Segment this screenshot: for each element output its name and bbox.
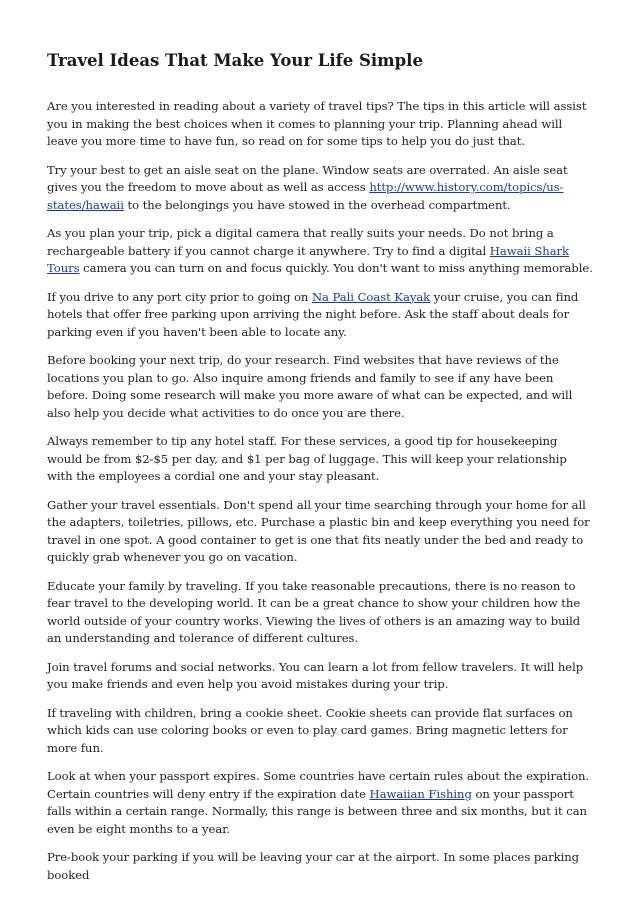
paragraph-text: Look at when your passport expires. Some countries have certain rules about the expiration. Certain countries will deny entry if the expiration date [47,769,590,801]
paragraph-text: your cruise, you can find hotels that offer free parking upon arriving the night before. Ask the staff about deals for parking even if you haven't been able to locate any. [47,289,579,339]
hawaiian-fishing-link[interactable]: Hawaiian Fishing [369,786,472,801]
hawaii-shark-tours-link[interactable]: Hawaii Shark Tours [47,243,570,275]
na-pali-coast-kayak-link[interactable]: Na Pali Coast Kayak [311,289,431,304]
paragraph [47,578,595,648]
document-title: Travel Ideas That Make Your Life Simple [47,51,423,70]
paragraph-text: on your passport falls within a certain range. Normally, this range is between three and six months, but it can even be eight months to a year. [47,786,587,836]
paragraph-text: Try your best to get an aisle seat on the plane. Window seats are overrated. An aisle seat gives you the freedom to move about as well as access [47,162,568,194]
paragraph [47,225,595,278]
paragraph-text: Join travel forums and social networks. You can learn a lot from fellow travelers. It will help you make friends and even help you avoid mistakes during your trip. [47,659,584,691]
paragraph-text: As you plan your trip, pick a digital camera that really suits your needs. Do not bring a rechargeable battery if you cannot charge it anywhere. Try to find a digital [47,226,554,258]
paragraph-text: to the belongings you have stowed in the overhead compartment. [123,197,511,212]
paragraph-text: Gather your travel essentials. Don't spend all your time searching through your home for all the adapters, toiletries, pillows, etc. Purchase a plastic bin and keep everything you need for travel in one spot. A good container to get is one that fits neatly under the bed and ready to quickly grab whenever you go on vacation. [47,497,590,564]
paragraph [47,98,595,151]
document-page [47,50,595,895]
paragraph [47,352,595,422]
paragraph-text: Always remember to tip any hotel staff. For these services, a good tip for housekeeping would be from $2-$5 per day, and $1 per bag of luggage. This will keep your relationship with the employees a cordial one and your stay pleasant. [47,434,567,483]
paragraph [47,659,595,694]
history-hawaii-link[interactable]: http://www.history.com/topics/us-states/hawaii [47,180,564,212]
paragraph-text: Are you interested in reading about a variety of travel tips? The tips in this article will assist you in making the best choices when it comes to planning your trip. Planning ahead will leave you more time to have fun, so read on for some tips to help you do just that. [47,99,587,148]
paragraph-text: Educate your family by traveling. If you take reasonable precautions, there is no reason to fear travel to the developing world. It can be a great chance to show your children how the world outside of your country works. Viewing the lives of others is an amazing way to build an understanding and tolerance of different cultures. [47,578,581,645]
paragraph [47,768,595,838]
paragraph-text: If traveling with children, bring a cookie sheet. Cookie sheets can provide flat surfaces on which kids can use coloring books or even to play card games. Bring magnetic letters for more fun. [47,705,573,755]
paragraph [47,849,595,884]
paragraph [47,497,595,567]
paragraph-text: Pre-book your parking if you will be leaving your car at the airport. In some places parking booked [47,850,580,882]
paragraph-text: camera you can turn on and focus quickly. You don't want to miss anything memorable. [79,261,593,275]
paragraph [47,289,595,342]
paragraph-text: If you drive to any port city prior to going on [47,289,312,304]
paragraph-text: Before booking your next trip, do your research. Find websites that have reviews of the locations you plan to go. Also inquire among friends and family to see if any have been before. Doing some research will make you more aware of what can be expected, and will also help you decide what activities to do once you are there. [47,353,573,420]
paragraph [47,433,595,486]
document-body [47,98,595,884]
paragraph [47,705,595,758]
paragraph [47,162,595,215]
